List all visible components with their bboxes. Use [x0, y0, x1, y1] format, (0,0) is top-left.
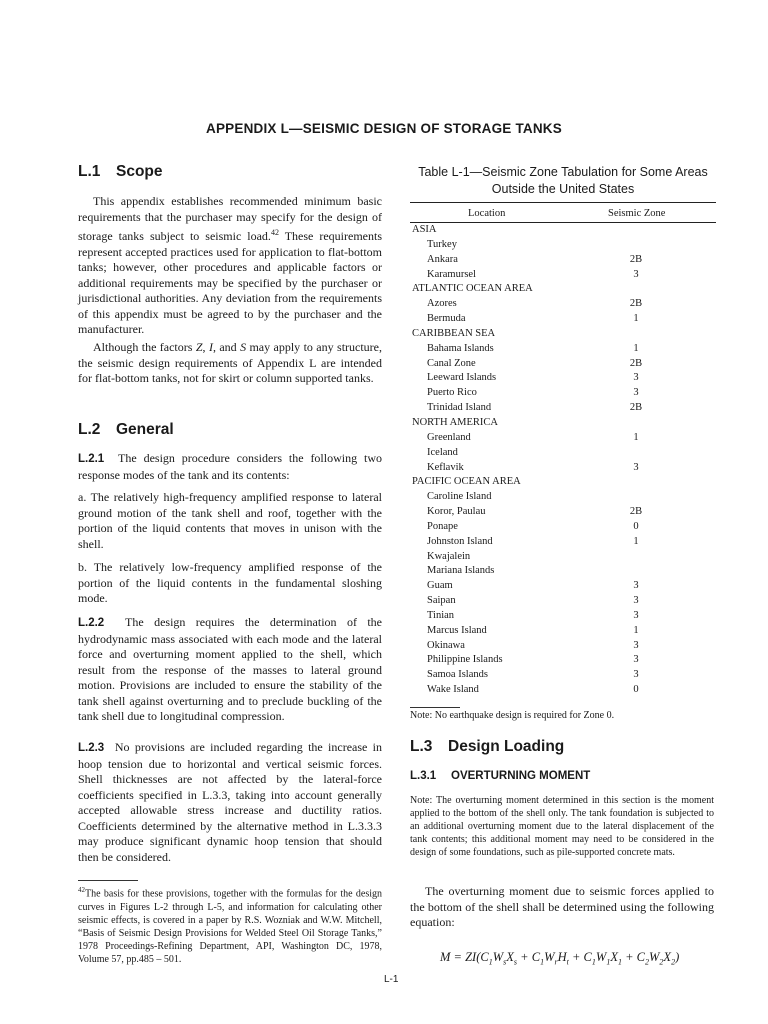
table-row — [410, 639, 716, 654]
location-cell: Trinidad Island — [427, 402, 492, 414]
location-cell: Canal Zone — [427, 357, 476, 369]
location-cell: Iceland — [427, 446, 458, 458]
zone-cell: 0 — [633, 520, 639, 532]
column-header-zone: Seismic Zone — [608, 208, 666, 219]
clause-number: L.2.3 — [78, 742, 105, 754]
clause-text: No provisions are included regarding the increase in hoop tension due to horizontal and vertical seismic forces. Shell thicknesses are not affected by the lateral-force coefficients specified in L.3.3, taking into account generally accepted allowable stress increase and ductility ratios. Coefficients determined by the alternative method in L.3.3.3 may produce significant dynamic hoop tension that should then be considered. — [78, 740, 382, 864]
location-cell: Turkey — [427, 238, 457, 250]
location-cell: CARIBBEAN SEA — [412, 327, 496, 339]
table-row — [410, 624, 716, 639]
table-row — [410, 683, 716, 698]
zone-cell: 1 — [633, 342, 639, 354]
location-cell: Koror, Paulau — [427, 506, 486, 518]
location-cell: Ponape — [427, 520, 458, 532]
subsection-number: L.3.1 — [410, 770, 437, 782]
location-cell: Marcus Island — [427, 624, 487, 636]
zone-cell: 0 — [633, 684, 639, 696]
overturning-equation: $M = ZI(C_1W_sX_s + C_1W_rH_t + C_1W_1X_1 + C_2W_2X_2)$ — [440, 950, 680, 967]
zone-cell: 3 — [633, 669, 639, 681]
paragraph-l23 — [78, 740, 382, 865]
zone-cell: 3 — [633, 372, 639, 384]
overturning-paragraph: The overturning moment due to seismic forces applied to the bottom of the shell shall be determined using the following equation: — [410, 884, 714, 929]
table-row — [410, 371, 716, 386]
list-item-a: a. The relatively high-frequency amplified response to lateral ground motion of the tank shell and roof, together with the portion of the liquid contents that moves in unison with the shell. — [78, 490, 382, 551]
location-cell: Wake Island — [427, 684, 479, 696]
location-cell: Kwajalein — [427, 550, 471, 562]
page-number: L-1 — [384, 974, 399, 985]
clause-text: The design requires the determination of the hydrodynamic mass associated with each mode and the lateral force and overturning moment applied to the shell, which result from the response of the masses to lateral ground motion. Provisions are included to ensure the stability of the tank shell against overturning and to preclude buckling of the tank shell due to longitudinal compression. — [78, 615, 382, 723]
section-title: Design Loading — [448, 738, 565, 755]
zone-cell: 1 — [633, 313, 639, 325]
section-number: L.3 — [410, 738, 433, 755]
scope-paragraph-1: This appendix establishes recommended minimum basic requirements that the purchaser may specify for the design of storage tanks subject to seismic load.$^{42}$ These requirements represent accepted practices used for application to flat-bottom tanks; however, other procedures and applicable factors or additional requirements may be specified by the purchaser or jurisdictional authorities. Any deviation from the requirements of this appendix must be agreed to by the purchaser and the manufacturer. — [78, 194, 383, 336]
paragraph-l22 — [78, 615, 382, 725]
table-row — [410, 268, 716, 283]
location-cell: Greenland — [427, 431, 471, 443]
table-row — [410, 446, 716, 461]
footnote — [78, 884, 382, 967]
location-cell: Karamursel — [427, 268, 476, 280]
zone-cell: 3 — [633, 595, 639, 607]
table-row — [410, 653, 716, 668]
table-row — [410, 550, 716, 565]
location-cell: Philippine Islands — [427, 654, 503, 666]
table-row — [410, 490, 716, 505]
location-cell: NORTH AMERICA — [412, 416, 498, 428]
table-region-row — [410, 416, 716, 431]
section-l2-heading — [78, 421, 174, 439]
page-title: APPENDIX L—SEISMIC DESIGN OF STORAGE TANKS — [206, 121, 562, 136]
table-row — [410, 357, 716, 372]
table-row — [410, 253, 716, 268]
location-cell: Leeward Islands — [427, 372, 497, 384]
table-row — [410, 594, 716, 609]
location-cell: Bahama Islands — [427, 342, 494, 354]
table-row — [410, 297, 716, 312]
location-cell: Okinawa — [427, 639, 465, 651]
table-row — [410, 535, 716, 550]
location-cell: Mariana Islands — [427, 565, 495, 577]
location-cell: Johnston Island — [427, 535, 493, 547]
table-row — [410, 520, 716, 535]
zone-cell: 3 — [633, 609, 639, 621]
table-region-row — [410, 282, 716, 297]
zone-cell: 1 — [633, 624, 639, 636]
table-title — [410, 164, 716, 198]
zone-cell: 2B — [629, 298, 643, 310]
overturning-note: Note: The overturning moment determined in this section is the moment applied to the bottom of the shell only. The tank foundation is subjected to an additional overturning moment due to the lateral displacement of the tank contents; this additional moment may need to be considered in the design of some foundations, such as pile-supported concrete mats. — [410, 795, 714, 858]
footnote-text: The basis for these provisions, together with the formulas for the design curves in Figures L-2 through L-5, and information for calculating other seismic effects, is covered in a paper by R.S. Wozniak and W.W. Mitchell, “Basis of Seismic Design Provisions for Welded Steel Oil Storage Tanks,” 1978 Proceedings-Refining Department, API, Washington DC, 1978, Volume 57, pp.485 – 501. — [78, 888, 382, 966]
table-note: Note: No earthquake design is required for Zone 0. — [410, 710, 615, 721]
footnote-reference: 42 — [270, 228, 279, 237]
location-cell: Tinian — [427, 609, 455, 621]
table-region-row — [410, 223, 716, 238]
table-row — [410, 401, 716, 416]
table-row — [410, 564, 716, 579]
table-title-line-1: Table L-1—Seismic Zone Tabulation for Some Areas — [418, 165, 708, 179]
footnote-divider — [78, 880, 138, 881]
location-cell: Ankara — [427, 253, 458, 265]
table-note-divider — [410, 707, 460, 708]
table-row — [410, 312, 716, 327]
location-cell: Samoa Islands — [427, 669, 488, 681]
zone-cell: 3 — [633, 654, 639, 666]
scope-paragraph-2: Although the factors Z, I, and S may apply to any structure, the seismic design requirements of Appendix L are intended for flat-bottom tanks, not for skirt or column supported tanks. — [78, 340, 383, 385]
zone-cell: 3 — [633, 580, 639, 592]
zone-cell: 3 — [633, 639, 639, 651]
section-number: L.1 — [78, 163, 101, 180]
location-cell: Bermuda — [427, 313, 466, 325]
clause-number: L.2.2 — [78, 617, 105, 629]
zone-cell: 1 — [633, 431, 639, 443]
subsection-l31-heading — [410, 770, 590, 782]
paragraph-l21 — [78, 451, 382, 483]
zone-cell: 1 — [633, 535, 639, 547]
section-title: Scope — [116, 163, 163, 180]
list-item-b: b. The relatively low-frequency amplified response of the portion of the liquid contents in the fundamental sloshing mode. — [78, 560, 382, 605]
location-cell: Saipan — [427, 595, 456, 607]
table-body — [410, 223, 716, 698]
table-top-rule — [410, 202, 716, 203]
section-title: General — [116, 421, 174, 438]
clause-text: The design procedure considers the following two response modes of the tank and its contents: — [78, 451, 382, 482]
location-cell: Caroline Island — [427, 491, 492, 503]
table-row — [410, 668, 716, 683]
section-l3-heading — [410, 738, 564, 756]
table-row — [410, 386, 716, 401]
location-cell: ASIA — [412, 224, 437, 235]
table-row — [410, 609, 716, 624]
table-row — [410, 342, 716, 357]
zone-cell: 3 — [633, 268, 639, 280]
location-cell: Azores — [427, 298, 457, 310]
location-cell: ATLANTIC OCEAN AREA — [412, 283, 533, 295]
zone-cell: 2B — [629, 402, 643, 414]
zone-cell: 2B — [629, 506, 643, 518]
table-row — [410, 238, 716, 253]
table-row — [410, 431, 716, 446]
table-row — [410, 505, 716, 520]
section-l1-heading — [78, 163, 163, 181]
subsection-title: OVERTURNING MOMENT — [451, 770, 591, 782]
location-cell: Puerto Rico — [427, 387, 477, 399]
zone-cell: 2B — [629, 253, 643, 265]
zone-cell: 3 — [633, 461, 639, 473]
location-cell: Keflavik — [427, 461, 464, 473]
footnote-marker: 42 — [78, 886, 85, 894]
table-region-row — [410, 327, 716, 342]
table-region-row — [410, 475, 716, 490]
zone-cell: 2B — [629, 357, 643, 369]
zone-cell: 3 — [633, 387, 639, 399]
column-header-location: Location — [468, 208, 506, 219]
location-cell: PACIFIC OCEAN AREA — [412, 476, 521, 488]
section-number: L.2 — [78, 421, 101, 438]
table-row — [410, 579, 716, 594]
table-title-line-2: Outside the United States — [491, 182, 635, 196]
table-row — [410, 461, 716, 476]
location-cell: Guam — [427, 580, 453, 592]
clause-number: L.2.1 — [78, 453, 105, 465]
